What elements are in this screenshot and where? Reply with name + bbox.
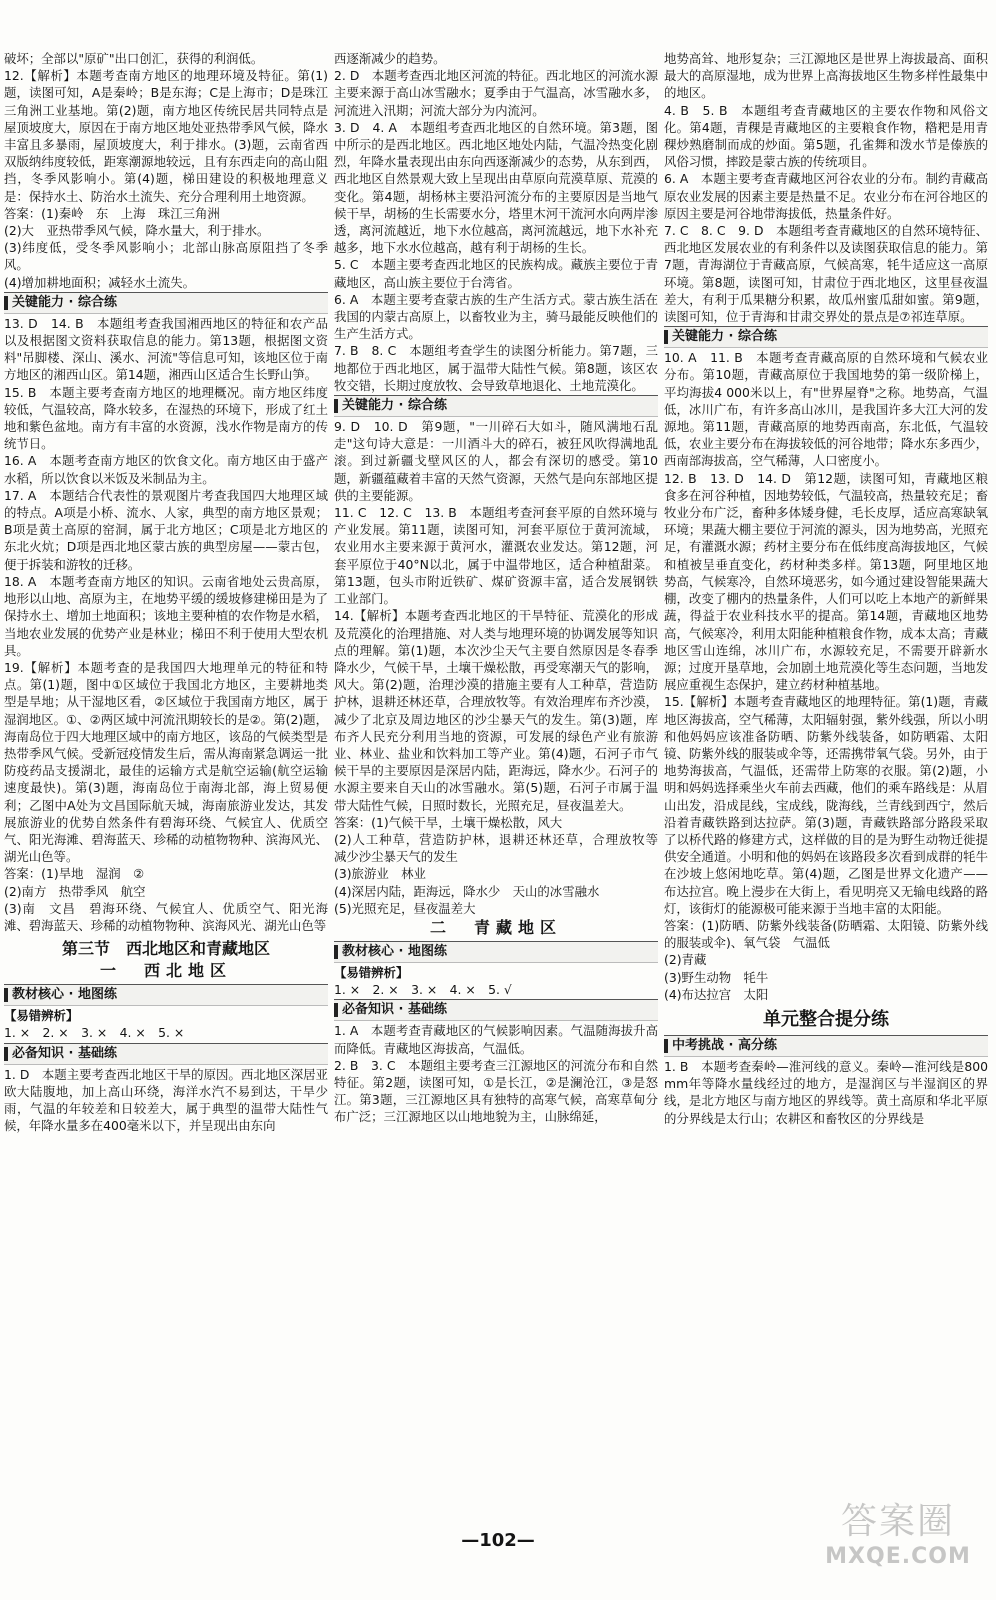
paragraph: 2. B 3. C 本题组主要考查三江源地区的河流分布和自然特征。第2题，读图可知，①是长江，②是澜沧江，③是怒江。第3题，三江源地区具有独特的高寒气候，高寒草甸分布广泛；三江源地区以山地地貌为主，山脉绵延， <box>334 1057 658 1125</box>
paragraph: 7. C 8. C 9. D 本题组考查青藏地区的自然环境特征、西北地区发展农业的有利条件以及读图获取信息的能力。第7题，青海湖位于青藏高原，气候高寒，牦牛适应这一高原环境。第8题，读图可知，甘肃位于西北地区，这里昼夜温差大，有利于瓜果糖分积累，故瓜州蜜瓜甜如蜜。第9题，读图可知，位于青海和甘肃交界处的景点是⑦祁连草原。 <box>664 223 988 325</box>
band-label: 关键能力 · 综合练 <box>342 398 447 414</box>
error-analysis-tag: 【易错辨析】 <box>334 964 409 980</box>
band-label: 关键能力 · 综合练 <box>12 294 117 310</box>
paragraph: 西逐渐减少的趋势。 <box>334 51 446 66</box>
subsection-title: 二 青藏地区 <box>429 917 562 937</box>
paragraph: 3. D 4. A 本题组考查西北地区的自然环境。第3题，图中所示的是西北地区。西北地区地处内陆，气温冷热变化剧烈，年降水量表现出由东向西逐渐减少的态势，从东到西，西北地区自然景观大致上呈现出由草原向荒漠草原、荒漠的变化。第4题，胡杨林主要沿河流分布的主要原因是当地气候干旱，胡杨的生长需要水分，塔里木河干流河水向两岸渗透，离河流越近，地下水位越高，离河流越远，地下水补充越多，地下水水位越高，越有利于胡杨的生长。 <box>334 119 658 256</box>
watermark-text: 答案圈 <box>840 1501 955 1542</box>
paragraph: 12. B 13. D 14. D 第12题，读图可知，青藏地区粮食多在河谷种植，因地势较低，气温较高，热量较充足；畜牧业分布广泛，畜种多体矮身健，毛长皮厚，适应高寒缺氧环境；果蔬大棚主要位于河流的源头，因为地势高，光照充足，有灌溉水源；药材主要分布在低纬度高海拔地区，气候和植被呈垂直变化，药材种类多样。第13题，阿里地区地势高，气候寒冷，自然环境恶劣，如今通过建设智能果蔬大棚，改变了棚内的热量条件，人们可以吃上本地产的新鲜果蔬，得益于农业科技水平的提高。第14题，青藏地区地势高，气候寒冷，利用太阳能种植粮食作物，成本太高；青藏地区雪山连绵，冰川广布，水源较充足，不需要开辟新水源；过度开垦草地，会加剧土地荒漠化等生态问题，当地发展应重视生态保护，建立药材种植基地。 <box>664 470 988 693</box>
answer-line: (2)青藏 <box>664 952 707 968</box>
answer-line: (3)纬度低，受冬季风影响小；北部山脉高原阻挡了冬季风。 <box>4 240 328 273</box>
answer-line: 答案：(1)防晒、防紫外线装备(防晒霜、太阳镜、防紫外线的服装或伞)、氧气袋 气温低 <box>664 917 988 951</box>
unit-title: 单元整合提分练 <box>763 1008 889 1030</box>
paragraph: 15.【解析】本题考查青藏地区的地理特征。第(1)题，青藏地区海拔高，空气稀薄，太阳辐射强，紫外线强，所以小明和他妈妈应该准备防晒、防紫外线装备，如防晒霜、太阳镜、防紫外线的服装或伞等，还需携带氧气袋。另外，由于地势海拔高，气温低，还需带上防寒的衣服。第(2)题，小明和妈妈选择乘坐火车前去西藏，他们的乘车路线是：从眉山出发，沿成昆线，宝成线，陇海线，兰青线到西宁，然后沿着青藏铁路到达拉萨。第(3)题，青藏铁路部分路段采取了以桥代路的修建方式，这样做的目的是为野生动物迁徙提供安全通道。小明和他的妈妈在该路段多次看到成群的牦牛在沙坡上悠闲地吃草。第(4)题，乙图是世界文化遗产——布达拉宫。晚上漫步在大街上，看见明亮又无输电线路的路灯，该街灯的能源极可能来源于当地丰富的太阳能。 <box>664 694 988 916</box>
error-analysis-tag: 【易错辨析】 <box>4 1008 79 1024</box>
section-band <box>334 395 658 417</box>
section-band <box>4 292 328 314</box>
section-title: 第三节 西北地区和青藏地区 <box>61 939 270 959</box>
answer-line: (4)布达拉宫 太阳 <box>664 986 769 1002</box>
answer-line: 1. × 2. × 3. × 4. × 5. √ <box>334 982 512 998</box>
section-band <box>664 326 988 348</box>
paragraph: 9. D 10. D 第9题，"一川碎石大如斗，随风满地石乱走"这句诗大意是：一川酒斗大的碎石，被狂风吹得满地乱滚。到过新疆戈壁风区的人，都会有深切的感受。第10题，新疆蕴藏着丰富的天然气资源，天然气是向东部地区提供的主要能源。 <box>334 419 658 503</box>
band-marker-icon <box>664 330 668 344</box>
band-label: 必备知识 · 基础练 <box>12 1045 117 1061</box>
band-marker-icon <box>334 399 338 413</box>
answer-line: (4)增加耕地面积；减轻水土流失。 <box>4 274 196 290</box>
section-band <box>4 1043 328 1065</box>
paragraph: 15. B 本题主要考查南方地区的地理概况。南方地区纬度较低，气温较高，降水较多，在湿热的环境下，形成了红土地和紫色盆地。南方有丰富的水资源，浅水作物是南方的传统节日。 <box>4 384 328 452</box>
answer-line: (2)人工种草，营造防护林，退耕还林还草，合理放牧等 减少沙尘暴天气的发生 <box>334 831 658 865</box>
band-label: 教材核心 · 地图练 <box>12 987 117 1003</box>
paragraph: 5. C 本题主要考查西北地区的民族构成。藏族主要位于青藏地区，高山族主要位于台湾省。 <box>334 257 658 290</box>
subsection-title: 一 西北地区 <box>99 961 232 981</box>
watermark-url: MXQE.COM <box>825 1544 971 1569</box>
paragraph: 地势高耸、地形复杂；三江源地区是世界上海拔最高、面积最大的高原湿地，成为世界上高海拔地区生物多样性最集中的地区。 <box>664 51 988 101</box>
answer-line: 答案：(1)气候干旱，土壤干燥松散，风大 <box>334 814 563 830</box>
band-label: 必备知识 · 基础练 <box>342 1002 447 1018</box>
column-right <box>664 50 988 1524</box>
watermark-logo <box>818 1500 978 1590</box>
paragraph: 6. A 本题主要考查青藏地区河谷农业的分布。制约青藏高原农业发展的因素主要是热量不足。农业分布在河谷地区的原因主要是河谷地带海拔低，热量条件好。 <box>664 171 988 221</box>
paragraph: 破坏；全部以"原矿"出口创汇，获得的利润低。 <box>4 51 264 66</box>
paragraph: 4. B 5. B 本题组考查青藏地区的主要农作物和风俗文化。第4题，青稞是青藏地区的主要粮食作物，糌粑是用青稞炒熟磨制而成的炒面。第5题，孔雀舞和泼水节是傣族的风俗习惯，摔跤是蒙古族的传统项目。 <box>664 102 988 170</box>
answer-line: 1. × 2. × 3. × 4. × 5. × <box>4 1025 185 1041</box>
paragraph: 7. B 8. C 本题组考查学生的读图分析能力。第7题，三地都位于西北地区，属于温带大陆性气候。第8题，该区农牧交错，长期过度放牧、会导致草地退化、土地荒漠化。 <box>334 343 658 393</box>
paragraph: 6. A 本题主要考查蒙古族的生产生活方式。蒙古族生活在我国的内蒙古高原上，以畜牧业为主，骑马最能反映他们的生产生活方式。 <box>334 291 658 342</box>
page-number: —102— <box>461 1530 535 1551</box>
answer-line: (2)南方 热带季风 航空 <box>4 883 146 899</box>
band-marker-icon <box>334 1003 338 1017</box>
answer-line: 答案：(1)秦岭 东 上海 珠江三角洲 <box>4 205 220 221</box>
band-marker-icon <box>4 296 8 310</box>
paragraph: 14.【解析】本题考查西北地区的干旱特征、荒漠化的形成及荒漠化的治理措施、对人类与地理环境的协调发展等知识点的理解。第(1)题，本次沙尘天气主要自然原因是冬春季降水少，气候干旱，土壤干燥松散，再受寒潮天气的影响，风大。第(2)题，治理沙漠的措施主要有人工种草，营造防护林，退耕还林还草，合理放牧等。有效治理库布齐沙漠，减少了北京及周边地区的沙尘暴天气的发生。第(3)题，库布齐人民充分利用当地的资源，可发展的绿色产业有旅游业、林业、盐业和饮料加工等产业。第(4)题，石河子市气候干旱的主要原因是深居内陆，距海远，降水少。石河子的水源主要来自天山的冰雪融水。第(5)题，石河子市属于温带大陆性气候，日照时数长，光照充足，昼夜温差大。 <box>334 608 658 813</box>
paragraph: 1. B 本题考查秦岭—淮河线的意义。秦岭—淮河线是800 mm年等降水量线经过的地方，是湿润区与半湿润区的界线，是北方地区与南方地区的界线等。黄土高原和华北平原的分界线是太行山；农耕区和畜牧区的分界线是 <box>664 1058 988 1126</box>
column-middle <box>334 50 658 1524</box>
band-label: 关键能力 · 综合练 <box>672 329 777 345</box>
answer-page <box>4 50 990 1524</box>
answer-line: (3)南 文昌 碧海环绕、气候宜人、优质空气、阳光海滩、碧海蓝天、珍稀的动植物物种、滨海风光、湖光山色等 <box>4 900 328 933</box>
section-band <box>334 941 658 963</box>
answer-line: (3)旅游业 林业 <box>334 866 426 882</box>
band-marker-icon <box>334 945 338 959</box>
paragraph: 1. A 本题考查青藏地区的气候影响因素。气温随海拔升高而降低。青藏地区海拔高，气温低。 <box>334 1023 658 1056</box>
paragraph: 1. D 本题主要考查西北地区干旱的原因。西北地区深居亚欧大陆腹地，加上高山环绕，海洋水汽不易到达，干旱少雨，气温的年较差和日较差大，属于典型的温带大陆性气候，年降水量多在400毫米以下，并呈现出由东向 <box>4 1066 328 1134</box>
paragraph: 11. C 12. C 13. B 本题组考查河套平原的自然环境与产业发展。第11题，读图可知，河套平原位于黄河流域，农业用水主要来源于黄河水，灌溉农业发达。第12题，河套平原位于40°N以北，属于中温带地区，适合种植甜菜。第13题，包头市附近铁矿、煤矿资源丰富，适合发展钢铁工业部门。 <box>334 505 658 607</box>
paragraph: 13. D 14. B 本题组考查我国湘西地区的特征和农产品以及根据图文资料获取信息的能力。第13题，根据图文资料"吊脚楼、深山、溪水、河流"等信息可知，该地区位于南方地区的湘西山区。第14题，湘西山区适合生长野山笋。 <box>4 315 328 383</box>
band-label: 中考挑战 · 高分练 <box>672 1037 777 1053</box>
answer-line: (4)深居内陆，距海远，降水少 天山的冰雪融水 <box>334 883 600 899</box>
answer-line: (3)野生动物 牦牛 <box>664 969 769 985</box>
paragraph: 10. A 11. B 本题考查青藏高原的自然环境和气候农业分布。第10题，青藏高原位于我国地势的第一级阶梯上，平均海拔4 000米以上，有"世界屋脊"之称。地势高，气温低，冰川广布，有许多高山冰川，是我国许多大江大河的发源地。第11题，青藏高原的地势西南高，东北低，气温较低，农业主要分布在海拔较低的河谷地带；降水东多西少，西南部海拔高，空气稀薄，人口密度小。 <box>664 350 988 469</box>
band-marker-icon <box>664 1039 668 1053</box>
band-marker-icon <box>4 1047 8 1061</box>
section-band <box>334 999 658 1021</box>
band-label: 教材核心 · 地图练 <box>342 943 447 959</box>
answer-line: 答案：(1)旱地 湿润 ② <box>4 866 145 882</box>
paragraph: 2. D 本题考查西北地区河流的特征。西北地区的河流水源主要来源于高山冰雪融水；夏季由于气温高，冰雪融水多，河流进入汛期；河流大部分为内流河。 <box>334 68 658 118</box>
answer-line: (2)大 亚热带季风气候，降水量大，利于排水。 <box>4 223 270 239</box>
answer-line: (5)光照充足，昼夜温差大 <box>334 900 476 916</box>
section-band <box>664 1035 988 1057</box>
paragraph: 16. A 本题考查南方地区的饮食文化。南方地区由于盛产水稻，所以饮食以米饭及米制品为主。 <box>4 453 328 486</box>
section-band <box>4 984 328 1006</box>
paragraph: 12.【解析】本题考查南方地区的地理环境及特征。第(1)题，读图可知，A是秦岭；B是东海；C是上海市；D是珠江三角洲工业基地。第(2)题，南方地区传统民居共同特点是屋顶坡度大，原因在于南方地区地处亚热带季风气候，降水丰富且多暴雨，屋顶坡度大，利于排水。(3)题，云南省西双版纳纬度较低，距寒潮源地较远，且有东西走向的高山阻挡，冬季风影响小。第(4)题，梯田建设的积极地理意义是：保持水土、防治水土流失、充分合理利用土地资源。 <box>4 68 328 204</box>
paragraph: 19.【解析】本题考查的是我国四大地理单元的特征和特点。第(1)题，图中①区域位于我国北方地区，主要耕地类型是旱地；从干湿地区看，②区域位于我国南方地区，属于湿润地区。①、②两区域中河流汛期较长的是②。第(2)题，海南岛位于四大地理区域中的南方地区，该岛的气候类型是热带季风气候。受新冠疫情发生后，需从海南紧急调运一批防疫药品支援湖北，最佳的运输方式是航空运输(航空运输速度最快)。第(3)题，海南岛位于南海北部，海上贸易便利；乙图中A处为文昌国际航天城，海南旅游业发达，其发展旅游业的优势自然条件有碧海环绕、气候宜人、优质空气、阳光海滩、碧海蓝天、珍稀的动植物物种、滨海风光、湖光山色等。 <box>4 659 328 865</box>
paragraph: 17. A 本题结合代表性的景观图片考查我国四大地理区域的特点。A项是小桥、流水、人家，典型的南方地区景观；B项是黄土高原的窑洞，属于北方地区；C项是北方地区的东北火炕；D项是西北地区蒙古族的典型房屋——蒙古包，便于拆装和游牧的迁移。 <box>4 487 328 572</box>
band-marker-icon <box>4 988 8 1002</box>
column-left <box>4 50 328 1524</box>
paragraph: 18. A 本题考查南方地区的知识。云南省地处云贵高原，地形以山地、高原为主，在地势平缓的缓坡修建梯田是为了保持水土、增加土地面积；该地主要种植的农作物是水稻，当地农业发展的优势产业是林业；梯田不利于使用大型农机具。 <box>4 573 328 658</box>
